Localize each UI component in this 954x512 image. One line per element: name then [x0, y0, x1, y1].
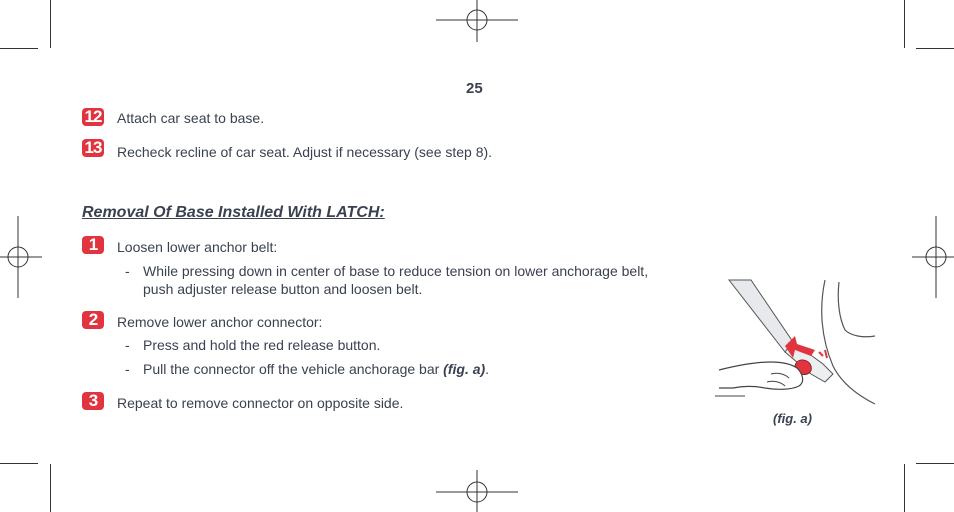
bullet-text-suffix: . [485, 361, 490, 377]
step-number-badge: 3 [82, 392, 104, 410]
registration-target-icon [0, 216, 44, 298]
bullet-text-prefix: Pull the connector off the vehicle anchorage bar [143, 361, 444, 377]
bullet-text: While pressing down in center of base to reduce tension on lower anchorage belt, [143, 263, 649, 279]
list-item [125, 263, 725, 299]
step-text: Attach car seat to base. [117, 110, 265, 126]
figure-caption: (fig. a) [773, 411, 812, 426]
step-number-badge: 2 [82, 311, 104, 329]
bullet-text: Press and hold the red release button. [143, 337, 381, 353]
bullet-dash: - [125, 361, 130, 377]
step-text: Repeat to remove connector on opposite side. [117, 395, 404, 411]
step-text: Loosen lower anchor belt: [117, 239, 278, 255]
hand-release-connector-illustration [715, 278, 880, 408]
step-text: Recheck recline of car seat. Adjust if necessary (see step 8). [117, 144, 493, 160]
bullet-text [143, 361, 489, 378]
registration-target-icon [436, 470, 518, 512]
bullet-dash: - [125, 263, 130, 279]
bullet-dash: - [125, 337, 130, 353]
registration-target-icon [436, 0, 518, 44]
figure-reference: (fig. a) [443, 361, 486, 377]
step-text: Remove lower anchor connector: [117, 314, 323, 330]
step-number-badge: 1 [82, 236, 104, 254]
list-item [125, 337, 625, 355]
section-heading: Removal Of Base Installed With LATCH: [82, 204, 385, 221]
list-item [125, 361, 625, 379]
step-number-badge: 12 [82, 108, 104, 126]
registration-target-icon [912, 216, 954, 298]
step-number-badge: 13 [82, 139, 104, 157]
page-number: 25 [466, 80, 483, 97]
bullet-text: push adjuster release button and loosen belt. [143, 281, 423, 297]
